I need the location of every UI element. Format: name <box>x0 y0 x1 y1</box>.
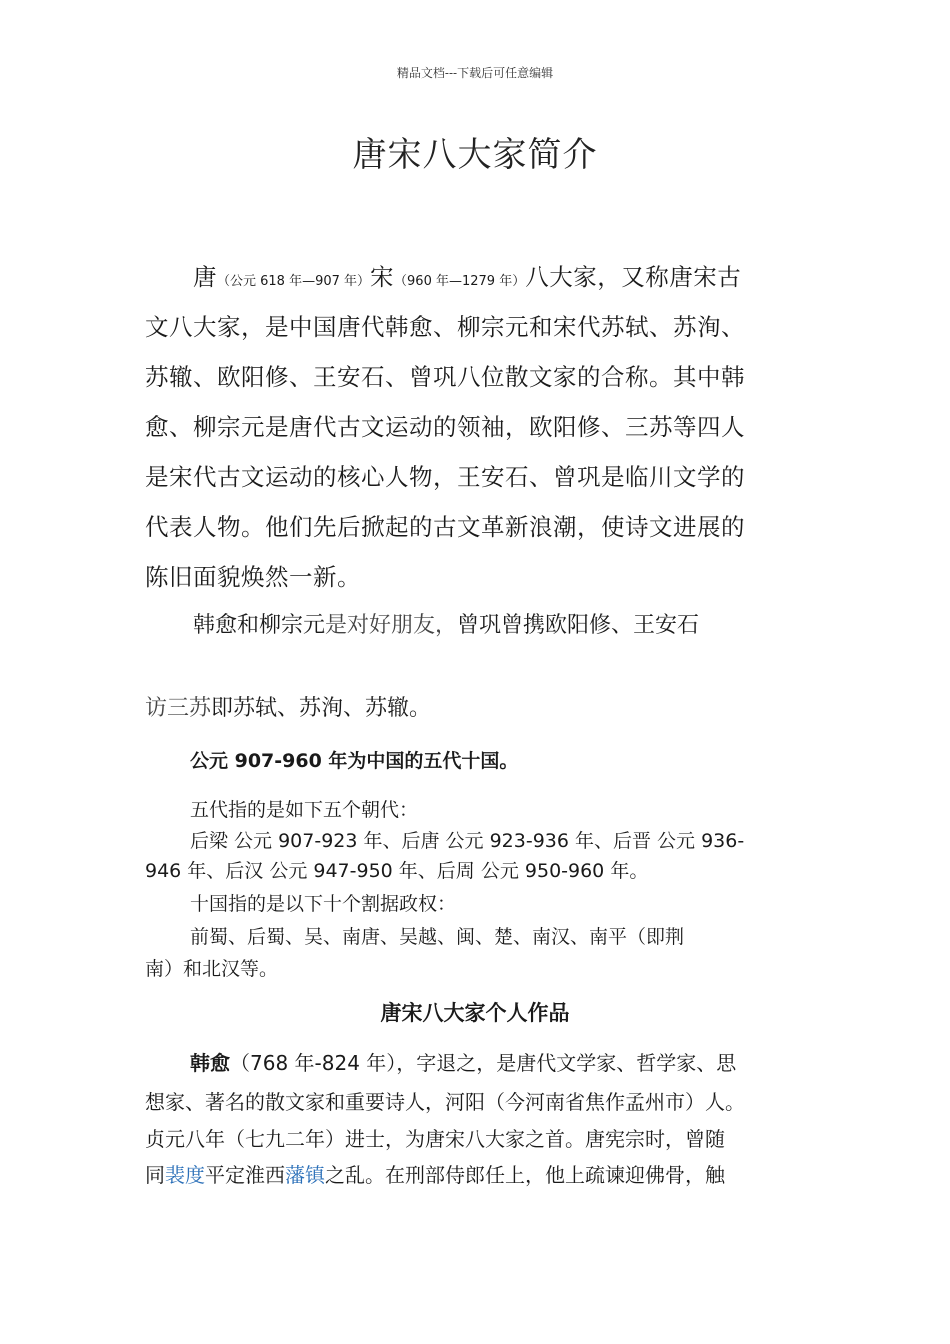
intro-song: 宋 <box>370 263 395 291</box>
intro-line-7: 陈旧面貌焕然一新。 <box>145 563 361 591</box>
five-dynasties-intro: 五代指的是如下五个朝代： <box>190 799 419 821</box>
friends-line-2 <box>145 691 431 722</box>
five-dynasties-line-1: 后梁 公元 907-923 年、后唐 公元 923-936 年、后晋 公元 936- <box>190 830 745 852</box>
friends-text-c: 曾巩曾携欧阳修、王安石 <box>457 613 700 638</box>
intro-tang-dates: （公元 618 年—907 年） <box>217 274 371 289</box>
fanzhen-link[interactable]: 藩镇 <box>285 1163 325 1187</box>
works-line-2: 想家、著名的散文家和重要诗人，河阳（今河南省焦作孟州市）人。 <box>145 1090 745 1114</box>
works-line-4-b: 平定淮西 <box>205 1163 285 1187</box>
intro-line-6: 代表人物。他们先后掀起的古文革新浪潮，使诗文进展的 <box>145 513 745 541</box>
works-heading: 唐宋八大家个人作品 <box>380 1001 570 1025</box>
document-title: 唐宋八大家简介 <box>352 135 598 175</box>
friends-line-1 <box>193 608 699 639</box>
works-line-4 <box>145 1159 725 1188</box>
works-line-4-a: 同 <box>145 1163 165 1187</box>
intro-line-2: 文八大家，是中国唐代韩愈、柳宗元和宋代苏轼、苏洵、 <box>145 313 745 341</box>
ten-kingdoms-line-1: 前蜀、后蜀、吴、南唐、吴越、闽、楚、南汉、南平（即荆 <box>190 926 685 948</box>
ten-kingdoms-line-2: 南）和北汉等。 <box>145 958 279 980</box>
friends-text-d: 访三苏 <box>145 696 212 721</box>
han-yu-name: 韩愈 <box>190 1051 230 1075</box>
works-line-1-rest: （768 年-824 年），字退之，是唐代文学家、哲学家、思 <box>230 1051 737 1075</box>
friends-text-b: 是对好朋友， <box>325 613 458 638</box>
five-dynasties-heading: 公元 907-960 年为中国的五代十国。 <box>190 750 519 772</box>
friends-text-a: 韩愈和柳宗元 <box>193 613 326 638</box>
ten-kingdoms-intro: 十国指的是以下十个割据政权： <box>190 893 457 915</box>
intro-line-5: 是宋代古文运动的核心人物，王安石、曾巩是临川文学的 <box>145 463 745 491</box>
intro-line-4: 愈、柳宗元是唐代古文运动的领袖，欧阳修、三苏等四人 <box>145 413 745 441</box>
works-line-4-c: 之乱。在刑部侍郎任上，他上疏谏迎佛骨，触 <box>325 1163 725 1187</box>
works-line-3: 贞元八年（七九二年）进士，为唐宋八大家之首。唐宪宗时，曾随 <box>145 1127 725 1151</box>
intro-line-1 <box>193 258 741 292</box>
intro-line-1-rest: 八大家，又称唐宋古 <box>525 263 742 291</box>
intro-tang: 唐 <box>193 263 217 291</box>
intro-song-dates: （960 年—1279 年） <box>394 274 526 289</box>
page-header: 精品文档---下载后可任意编辑 <box>396 66 554 80</box>
friends-text-e: 即苏轼、苏洵、苏辙。 <box>211 696 432 721</box>
five-dynasties-line-2: 946 年、后汉 公元 947-950 年、后周 公元 950-960 年。 <box>145 860 649 882</box>
pei-du-link[interactable]: 裴度 <box>165 1163 205 1187</box>
intro-line-3: 苏辙、欧阳修、王安石、曾巩八位散文家的合称。其中韩 <box>145 363 745 391</box>
works-line-1 <box>190 1047 736 1076</box>
